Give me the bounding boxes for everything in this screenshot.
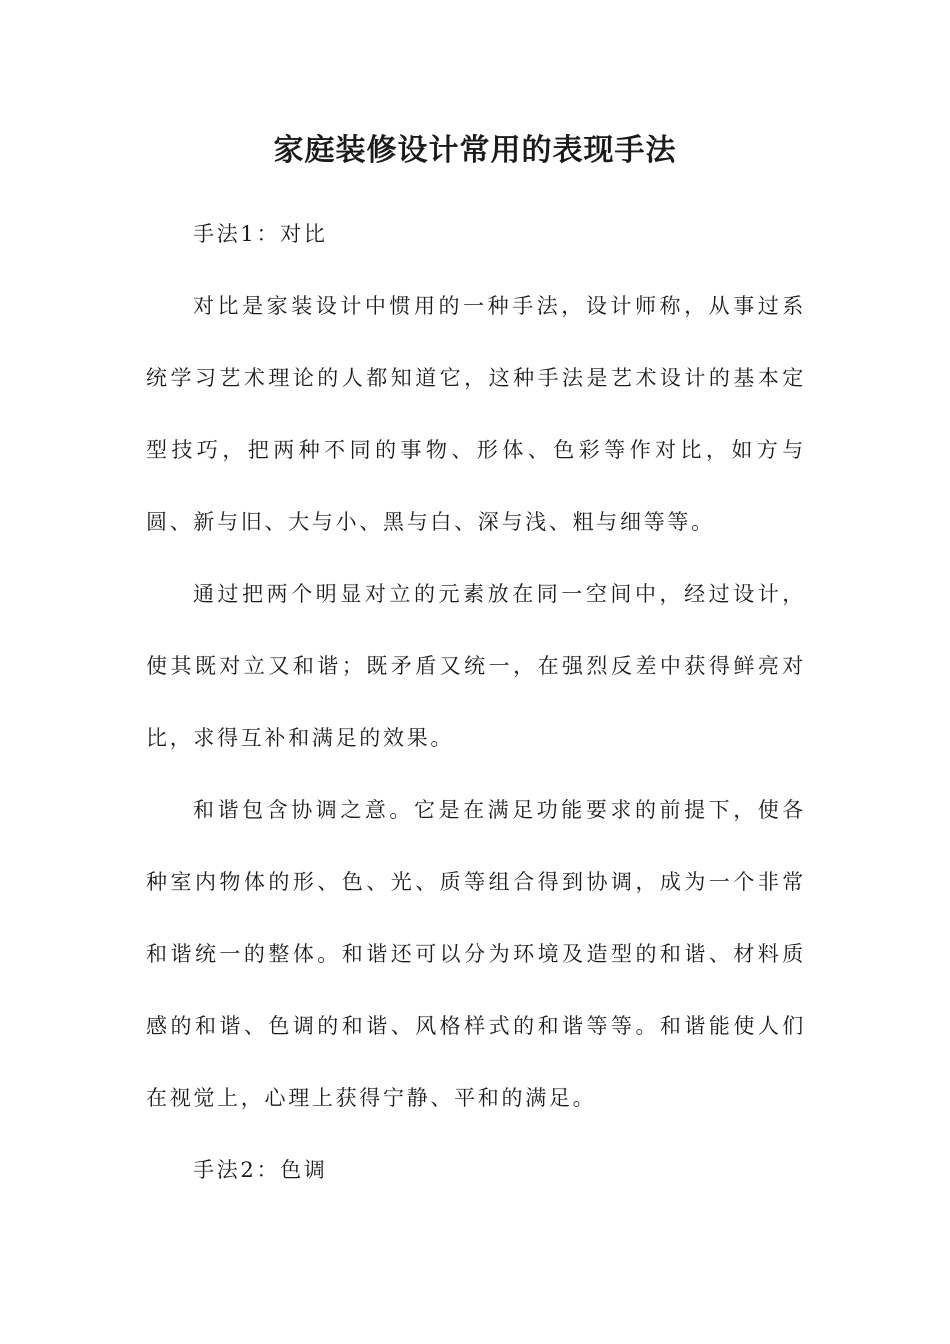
paragraph-harmony: 和谐包含协调之意。它是在满足功能要求的前提下，使各种室内物体的形、色、光、质等组合得到协调，成为一个非常和谐统一的整体。和谐还可以分为环境及造型的和谐、材料质感的和谐、色调的和谐、风格样式的和谐等等。和谐能使人们在视觉上，心理上获得宁静、平和的满足。	[146, 798, 806, 1110]
paragraph-contrast: 对比是家装设计中惯用的一种手法，设计师称，从事过系统学习艺术理论的人都知道它，这种手法是艺术设计的基本定型技巧，把两种不同的事物、形体、色彩等作对比，如方与圆、新与旧、大与小、黑与白、深与浅、粗与细等等。	[146, 294, 806, 534]
paragraph-opposition: 通过把两个明显对立的元素放在同一空间中，经过设计，使其既对立又和谐；既矛盾又统一，在强烈反差中获得鲜亮对比，求得互补和满足的效果。	[146, 582, 806, 750]
document-body	[146, 198, 806, 1206]
section-heading-1: 手法1：对比	[193, 222, 328, 246]
section-heading-2: 手法2：色调	[193, 1158, 328, 1182]
document-title: 家庭装修设计常用的表现手法	[273, 133, 677, 168]
